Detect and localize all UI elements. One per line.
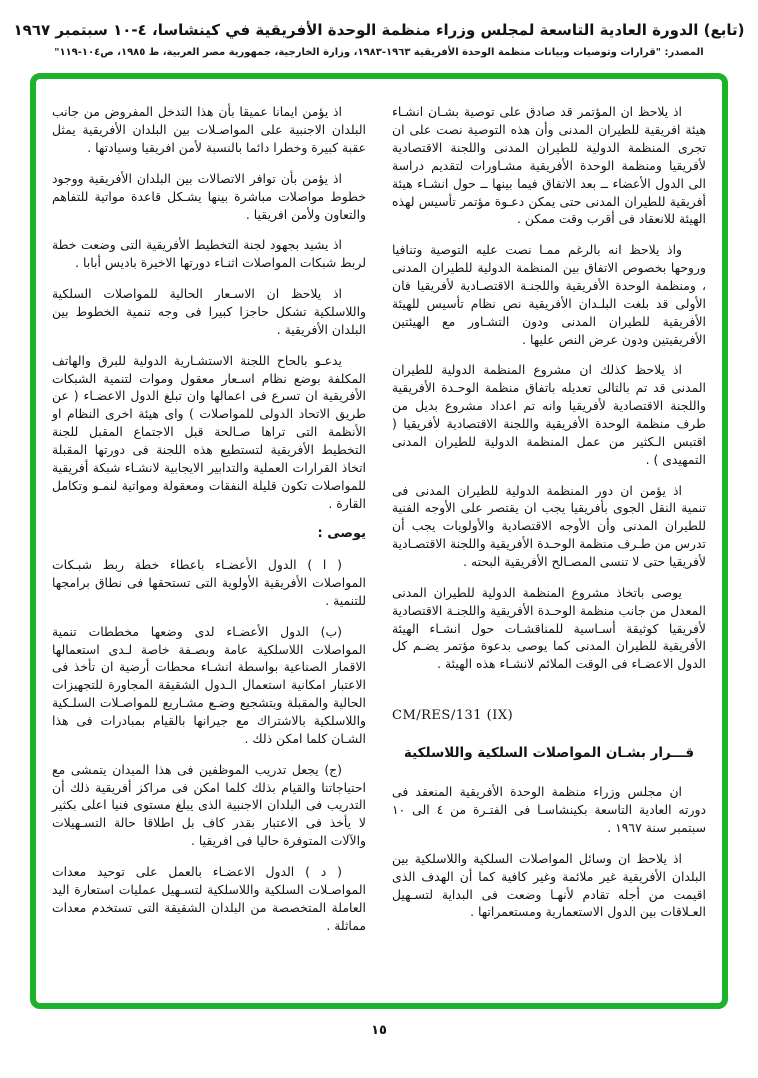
paragraph: اذ يلاحظ ان وسائل المواصلات السلكية واللاسلكية بين البلدان الأفريقية غير ملائمة وغير كافية كما أن الهدف الذى اقيمت من أجله تقادم لأنهـا وضعت فى البداية لتسـهيل العـلاقات بين الدول الاستعمارية ومستعمراتها .: [392, 850, 706, 920]
page-footer: [0, 1023, 758, 1038]
paragraph: يدعـو بالحاح اللجنة الاستشـارية الدولية للبرق والهاتف المكلفة بوضع نظام اسـعار معقول وموات لتنمية الشبكات الأفريقية ان تسرع فى اعمالها وان تبلغ الدول الاعضـاء ( عن طريق الاتحاد الدولى للمواصلات ) واى هيئة اخرى النظام او الأنظمة التى تراها صـالحة قبل الاجتماع المقبل للجنة التخطيط الأفريقية لتستطيع هذه اللجنة فى دورتها المقبلة اتخاذ القرارات العملية والتدابير الايجابية لانشـاء شبكة أفريقية للمواصلات تكون قليلة النفقات ومعقولة ومواتية لنمـو وتكامل القارة .: [52, 352, 366, 511]
page-header: [0, 0, 758, 58]
paragraph: واذ يلاحظ انه بالرغم ممـا نصت عليه التوصية وتنافيا وروحها بخصوص الاتفاق بين المنظمة الدولية للطيران المدنى ، ومنظمة الوحدة الأفريقية واللجنـة الاقتصـادية لأفريقيا فان الأولى قد بلغت البلـدان الأفريقية نص نظام تأسيس للهيئة الأفريقية للطيران المدنى ودون التشـاور مع الهيئتين الأفريقيتين ودون عرض النص عليها .: [392, 242, 706, 347]
paragraph: اذ يؤمن ايمانا عميقا بأن هذا التدخل المفروض من جانب البلدان الاجنبية على المواصـلات بين البلدان الأفريقية يمثل عقبة كبيرة وخطرا دائما بالنسبة لأمن افريقيا وسيادتها .: [52, 104, 366, 155]
recommendation-heading: يوصى :: [317, 526, 366, 542]
list-item: ( د ) الدول الاعضـاء بالعمل على توحيد معدات المواصـلات السلكية واللاسلكية لتسـهيل عمليات استعارة اليد العاملة المتخصصة من البلدان الشقيقة التى تستخدم معدات مماثلة .: [52, 864, 366, 933]
document-title: (تابع) الدورة العادية التاسعة لمجلس وزراء منظمة الوحدة الأفريقية في كينشاسا، ٤-١٠ سبتمبر ١٩٦٧: [13, 21, 745, 39]
paragraph: اذ يلاحظ كذلك ان مشروع المنظمة الدولية للطيران المدنى قد تم بالتالى تعديله باتفاق منظمة الوحـدة الأفريقية واللجنة الاقتصادية لأفريقيا وانه تم اعداد مشروع بديل من طرف منظمة الوحدة الأفريقية واللجنة الاقتصادية لأفريقيا ( اقتبس الـكثير من عمل المنظمة الدولية للطيران المدنى التمهيدى ) .: [392, 362, 706, 467]
paragraph: اذ يؤمن بأن توافر الاتصالات بين البلدان الأفريقية ووجود خطوط مواصلات مباشرة بينها يشـكل قاعدة مواتية للتفاهم والتعاون ولأمن افريقيا .: [52, 170, 366, 222]
paragraph: يوصى باتخاذ مشروع المنظمة الدولية للطيران المدنى المعدل من جانب منظمة الوحـدة الأفريقية واللجنـة الاقتصادية لأفريقيا كوثيقة أسـاسية للمناقشـات حول انشـاء الهيئة الأفريقية للطيران المدنى كما يوصى بدعوة مؤتمر يضـم كل الدول الاعضـاء فى الوقت الملائم لانشـاء هذه الهيئة .: [392, 584, 706, 672]
resolution-title: قـــرار بشـان المواصلات السلكية واللاسلكية: [403, 744, 695, 761]
source-line: المصدر: "قرارات وتوصيات وبيانات منظمة الوحدة الأفريقية ١٩٦٣-١٩٨٣، وزارة الخارجية، جمهورية مصر العربية، ط ١٩٨٥، ص١٠٤-١١٩": [54, 47, 704, 59]
green-border-box: [30, 73, 728, 1009]
paragraph: اذ يؤمن ان دور المنظمة الدولية للطيران المدنى فى تنمية النقل الجوى بأفريقيا يجب ان يقتصر على الأوجه الفنية للطيران المدنى وأن الأوجه الاقتصادية والأولويات يجب أن تدرس من طـرف منظمة الوحـدة الأفريقية واللجنة الاقتصـادية لأفريقيا حتى لا تنسى المصـالح الأفريقية البحته .: [392, 482, 706, 570]
resolution-reference: CM/RES/131 (IX): [392, 708, 514, 724]
list-item: (ج) يجعل تدريب الموظفين فى هذا الميدان يتمشى مع احتياجاتنا والقيام بذلك كلما امكن فى مراكز أفريقية ذلك أن التدريب فى البلدان الاجنبية الذى يبلغ مستوى فنيا اعلى بكثير لا يأخذ فى الاعتبار بقدر كاف بل اطلاقا حالة التسـهيلات والآلات المتوفرة حاليا فى افريقيا .: [52, 761, 366, 849]
column-left: [52, 103, 366, 983]
column-right: [392, 103, 706, 983]
paragraph: اذ يلاحظ ان الاسـعار الحالية للمواصلات السلكية واللاسلكية تشكل حاجزا كبيرا فى وجه تنمية الخطوط بين البلدان الأفريقية .: [52, 286, 366, 337]
paragraph: اذ يشيد بجهود لجنة التخطيط الأفريقية التى وضعت خطة لربط شبكات المواصلات اثنـاء دورتها الاخيرة باديس أبابا .: [52, 237, 366, 271]
list-item: (ب) الدول الأعضـاء لدى وضعها مخططات تنمية المواصلات اللاسلكية عامة وبصـفة خاصة لـدى استعمالها الاقمار الصناعية بواسطة انشـاء محطات أرضية ان تأخذ فى الاعتبار امكانية استعمال الـدول الشقيقة المجاورة للتجهيزات الحالية والمقبلة وبتشجيع وضـع مشـاريع للمواصـلات السلـكية واللاسلكية بالاشتراك مع جيرانها بالقيام بمبادرات فى هذا الشـان كلما امكن ذلك .: [52, 623, 366, 746]
list-item: ( ا ) الدول الأعضـاء باعطاء خطة ربط شبـكات المواصلات الأفريقية الأولوية التى تستحقها فى نطاق برامجها للتنمية .: [52, 557, 366, 608]
paragraph: ان مجلس وزراء منظمة الوحدة الأفريقية المنعقد فى دورته العادية التاسعة بكينشاسـا فى الفتـرة من ٤ الى ١٠ سبتمبر سنة ١٩٦٧ .: [392, 784, 706, 836]
paragraph: اذ يلاحظ ان المؤتمر قد صادق على توصية بشـان انشـاء هيئة افريقية للطيران المدنى وأن هذه التوصية نصت على ان تجرى المنظمة الدولية للطيران المدنى واللجنة الاقتصادية لأفريقيا ومنظمة الوحدة الأفريقية مشـاورات لتقديم دراسة الى الدول الأعضاء ــ بعد الاتفاق فيما بينها ــ حول انشـاء هيئة أفريقية للطيران المدنى حتى يمكن دعـوة مؤتمر تأسيس لهذه الهيئة للانعقاد فى أقرب وقت ممكن .: [392, 104, 706, 227]
page-number: ١٥: [371, 1023, 387, 1039]
